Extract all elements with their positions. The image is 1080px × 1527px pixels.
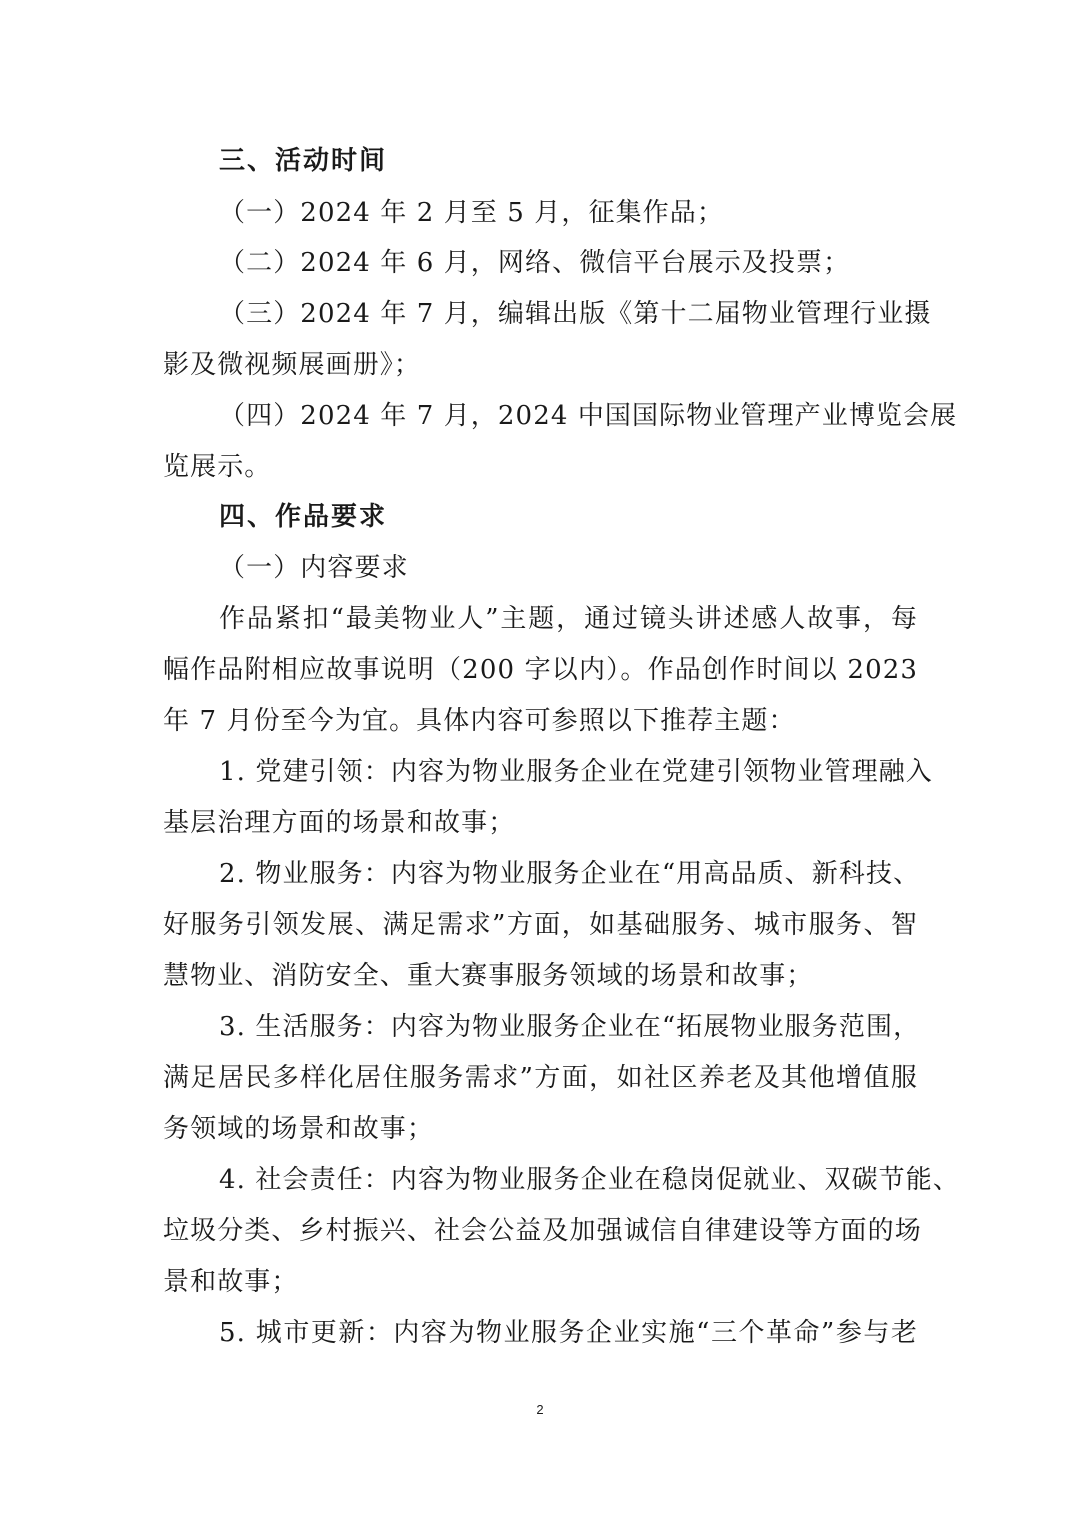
theme-3-line-3: 务领域的场景和故事； [163,1114,435,1144]
section-4-heading: 四、作品要求 [219,502,388,532]
theme-1-line-2: 基层治理方面的场景和故事； [163,808,516,838]
subsection-content-requirements: （一）内容要求 [219,553,409,583]
schedule-item-1: （一）2024 年 2 月至 5 月，征集作品； [219,198,724,228]
intro-line-2: 幅作品附相应故事说明（200 字以内）。作品创作时间以 2023 [163,655,918,685]
theme-3-line-2: 满足居民多样化居住服务需求”方面，如社区养老及其他增值服 [163,1063,918,1093]
theme-2-line-3: 慧物业、消防安全、重大赛事服务领域的场景和故事； [163,961,814,991]
schedule-item-4-line-2: 览展示。 [163,452,272,482]
theme-4-line-2: 垃圾分类、乡村振兴、社会公益及加强诚信自律建设等方面的场 [163,1216,922,1246]
theme-1-line-1: 1. 党建引领：内容为物业服务企业在党建引领物业管理融入 [219,757,933,787]
page-number: 2 [536,1402,544,1417]
theme-4-line-1: 4. 社会责任：内容为物业服务企业在稳岗促就业、双碳节能、 [219,1165,960,1195]
theme-2-line-1: 2. 物业服务：内容为物业服务企业在“用高品质、新科技、 [219,859,921,889]
section-3-heading: 三、活动时间 [219,146,388,176]
theme-3-line-1: 3. 生活服务：内容为物业服务企业在“拓展物业服务范围， [219,1012,921,1042]
intro-line-3: 年 7 月份至今为宜。具体内容可参照以下推荐主题： [163,706,796,736]
intro-line-1: 作品紧扣“最美物业人”主题，通过镜头讲述感人故事，每 [219,604,918,634]
schedule-item-3-line-1: （三）2024 年 7 月，编辑出版《第十二届物业管理行业摄 [219,299,932,329]
theme-2-line-2: 好服务引领发展、满足需求”方面，如基础服务、城市服务、智 [163,910,918,940]
schedule-item-2: （二）2024 年 6 月，网络、微信平台展示及投票； [219,248,851,278]
theme-5-line-1: 5. 城市更新：内容为物业服务企业实施“三个革命”参与老 [219,1318,918,1348]
theme-4-line-3: 景和故事； [163,1267,299,1297]
schedule-item-3-line-2: 影及微视频展画册》； [163,350,422,380]
schedule-item-4-line-1: （四）2024 年 7 月，2024 中国国际物业管理产业博览会展 [219,401,958,431]
